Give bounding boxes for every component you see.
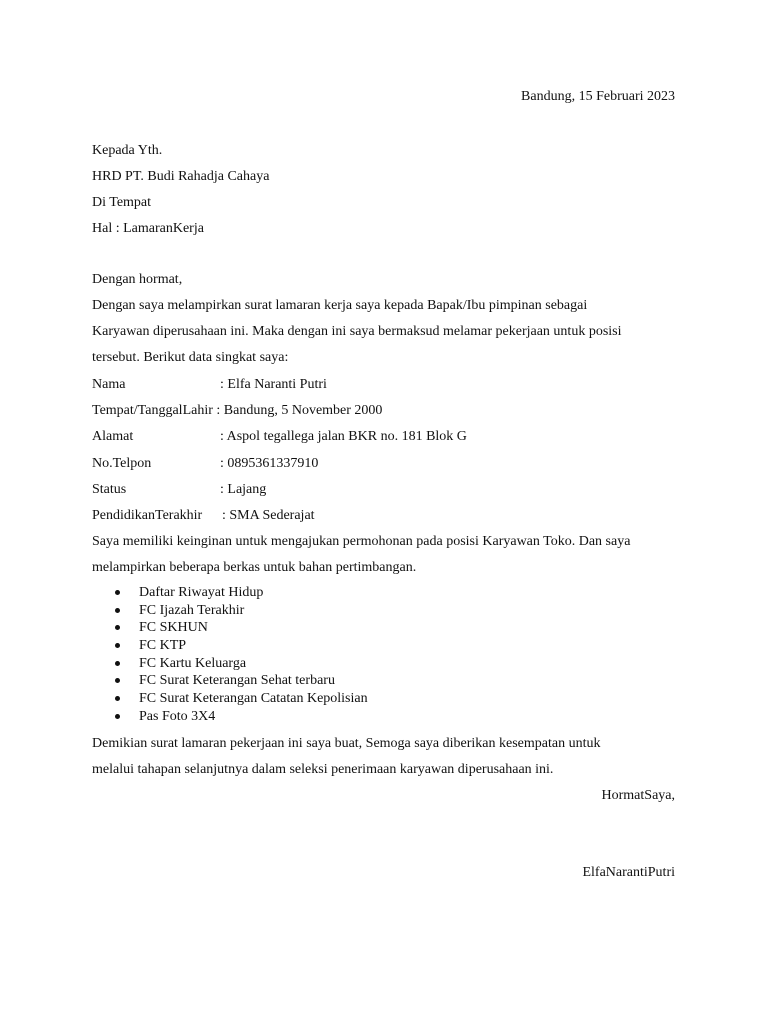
letter-subject: Hal : LamaranKerja bbox=[92, 221, 204, 236]
list-item: FC Surat Keterangan Catatan Kepolisian bbox=[113, 690, 368, 708]
attachment-list bbox=[113, 584, 368, 726]
list-item: FC Ijazah Terakhir bbox=[113, 602, 368, 620]
field-value-telpon: : 0895361337910 bbox=[220, 456, 319, 471]
field-label-alamat: Alamat bbox=[92, 429, 134, 444]
field-label-pendidikan: PendidikanTerakhir bbox=[92, 508, 203, 523]
field-label-ttl: Tempat/TanggalLahir bbox=[92, 403, 213, 418]
list-item: FC SKHUN bbox=[113, 619, 368, 637]
recipient-company: HRD PT. Budi Rahadja Cahaya bbox=[92, 169, 270, 184]
closing-line: melalui tahapan selanjutnya dalam seleksi penerimaan karyawan diperusahaan ini. bbox=[92, 762, 554, 777]
closing-line: Demikian surat lamaran pekerjaan ini saya buat, Semoga saya diberikan kesempatan untuk bbox=[92, 736, 601, 751]
field-value-nama: : Elfa Naranti Putri bbox=[220, 377, 327, 392]
list-item: Pas Foto 3X4 bbox=[113, 708, 368, 726]
field-value-status: : Lajang bbox=[220, 482, 267, 497]
recipient-place: Di Tempat bbox=[92, 195, 152, 210]
intro-line: tersebut. Berikut data singkat saya: bbox=[92, 350, 289, 365]
intro-line: Karyawan diperusahaan ini. Maka dengan ini saya bermaksud melamar pekerjaan untuk posisi bbox=[92, 324, 622, 339]
bullet-icon bbox=[115, 643, 120, 648]
field-value-pendidikan: : SMA Sederajat bbox=[222, 508, 315, 523]
field-label-nama: Nama bbox=[92, 377, 126, 392]
greeting: Dengan hormat, bbox=[92, 272, 183, 287]
bullet-icon bbox=[115, 678, 120, 683]
bullet-icon bbox=[115, 590, 120, 595]
letter-date: Bandung, 15 Februari 2023 bbox=[521, 89, 675, 104]
signature-name: ElfaNarantiPutri bbox=[582, 865, 675, 880]
attachment-intro-line: Saya memiliki keinginan untuk mengajukan permohonan pada posisi Karyawan Toko. Dan saya bbox=[92, 534, 631, 549]
bullet-icon bbox=[115, 625, 120, 630]
list-item: Daftar Riwayat Hidup bbox=[113, 584, 368, 602]
bullet-icon bbox=[115, 696, 120, 701]
intro-line: Dengan saya melampirkan surat lamaran kerja saya kepada Bapak/Ibu pimpinan sebagai bbox=[92, 298, 588, 313]
field-value-alamat: : Aspol tegallega jalan BKR no. 181 Blok G bbox=[220, 429, 467, 444]
field-row-ttl bbox=[92, 402, 382, 420]
field-value-ttl: : Bandung, 5 November 2000 bbox=[216, 403, 383, 418]
list-item: FC Kartu Keluarga bbox=[113, 655, 368, 673]
attachment-intro-line: melampirkan beberapa berkas untuk bahan pertimbangan. bbox=[92, 560, 417, 575]
list-item: FC KTP bbox=[113, 637, 368, 655]
field-label-telpon: No.Telpon bbox=[92, 456, 152, 471]
recipient-salutation: Kepada Yth. bbox=[92, 143, 163, 158]
bullet-icon bbox=[115, 661, 120, 666]
field-label-status: Status bbox=[92, 482, 127, 497]
bullet-icon bbox=[115, 714, 120, 719]
signoff: HormatSaya, bbox=[601, 788, 675, 803]
list-item: FC Surat Keterangan Sehat terbaru bbox=[113, 672, 368, 690]
bullet-icon bbox=[115, 608, 120, 613]
